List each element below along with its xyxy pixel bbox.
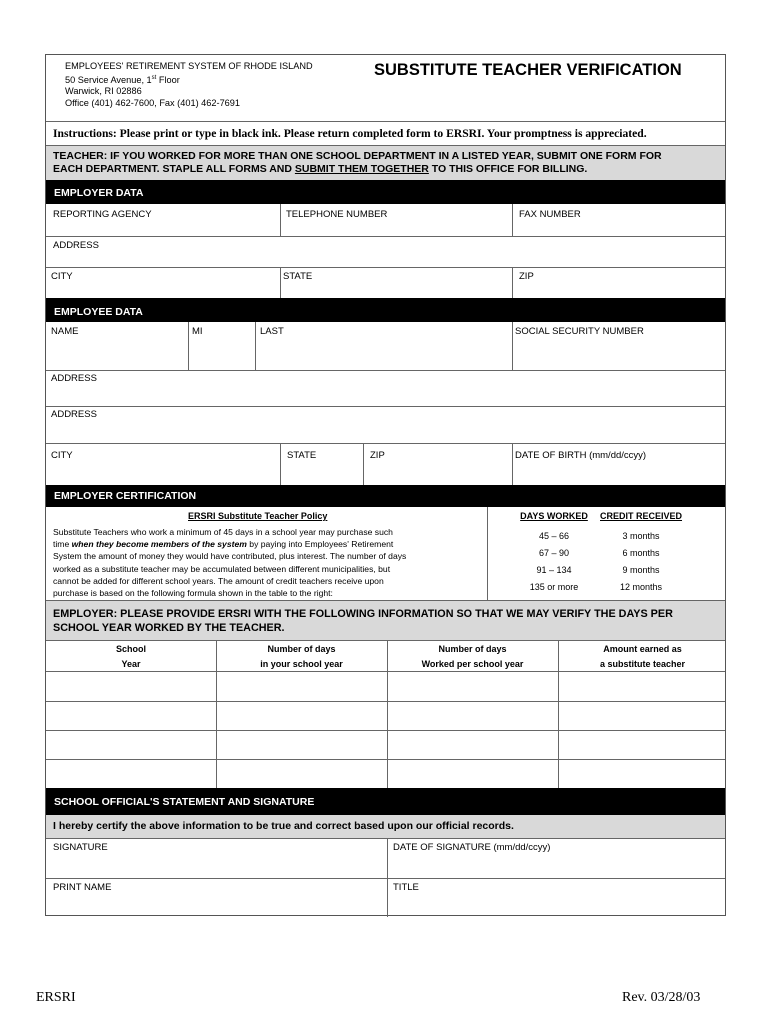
policy-line-5: cannot be added for different school years. The amount of credit teachers receive upon bbox=[53, 575, 384, 586]
policy-line-2-emphasis: when they become members of the system bbox=[71, 539, 247, 550]
col-school-year-line2: Year bbox=[121, 659, 141, 669]
teacher-note bbox=[46, 145, 725, 180]
teacher-note-underlined: SUBMIT THEM TOGETHER bbox=[294, 163, 429, 175]
title-field[interactable]: TITLE bbox=[393, 882, 419, 893]
days-worked-column bbox=[508, 528, 600, 596]
credit-received-header: CREDIT RECEIVED bbox=[600, 511, 683, 521]
credit-row-2: 6 months bbox=[622, 548, 660, 558]
col-amount-earned-line2: a substitute teacher bbox=[599, 659, 686, 669]
employer-data-heading: EMPLOYER DATA bbox=[46, 180, 725, 204]
date-of-signature-field[interactable]: DATE OF SIGNATURE (mm/dd/ccyy) bbox=[393, 842, 551, 853]
credit-row-1: 3 months bbox=[622, 531, 660, 541]
employer-certification-heading: EMPLOYER CERTIFICATION bbox=[46, 485, 725, 507]
employee-zip-field[interactable]: ZIP bbox=[370, 450, 385, 461]
employer-fax-field[interactable]: FAX NUMBER bbox=[519, 209, 581, 220]
col-amount-earned-header bbox=[558, 642, 727, 672]
org-street-text: 50 Service Avenue, 1 bbox=[65, 74, 152, 85]
org-street-sup: st bbox=[151, 74, 157, 81]
col-days-worked-header bbox=[387, 642, 558, 672]
employee-data-heading: EMPLOYEE DATA bbox=[46, 298, 725, 322]
org-city: Warwick, RI 02886 bbox=[65, 86, 142, 97]
employer-request-line2: SCHOOL YEAR WORKED BY THE TEACHER. bbox=[53, 622, 285, 634]
reporting-agency-field[interactable]: REPORTING AGENCY bbox=[53, 209, 152, 220]
employer-zip-field[interactable]: ZIP bbox=[519, 271, 534, 282]
col-days-in-year-header bbox=[216, 642, 387, 672]
days-worked-header: DAYS WORKED bbox=[520, 511, 588, 521]
col-days-worked-line1: Number of days bbox=[438, 644, 507, 654]
footer-revision: Rev. 03/28/03 bbox=[622, 990, 701, 1005]
employee-address1-field[interactable]: ADDRESS bbox=[51, 373, 97, 384]
employee-name-field[interactable]: NAME bbox=[51, 326, 79, 337]
employee-ssn-field[interactable]: SOCIAL SECURITY NUMBER bbox=[515, 326, 644, 337]
employer-city-field[interactable]: CITY bbox=[51, 271, 73, 282]
employee-last-field[interactable]: LAST bbox=[260, 326, 284, 337]
org-address-block bbox=[65, 61, 313, 109]
col-school-year-header bbox=[46, 642, 216, 672]
col-days-in-year-line2: in your school year bbox=[260, 659, 343, 669]
policy-text bbox=[53, 526, 406, 599]
employer-telephone-field[interactable]: TELEPHONE NUMBER bbox=[286, 209, 388, 220]
employee-mi-field[interactable]: MI bbox=[192, 326, 203, 337]
credit-received-column bbox=[600, 528, 682, 596]
policy-line-6: purchase is based on the following formula shown in the table to the right: bbox=[53, 588, 333, 599]
teacher-note-line1: TEACHER: IF YOU WORKED FOR MORE THAN ONE SCHOOL DEPARTMENT IN A LISTED YEAR, SUBMIT ONE FORM FOR bbox=[53, 150, 662, 162]
org-phone-fax: Office (401) 462-7600, Fax (401) 462-7691 bbox=[65, 97, 241, 108]
policy-line-2 bbox=[53, 538, 406, 550]
days-row-3: 91 – 134 bbox=[536, 565, 572, 575]
col-days-in-year-line1: Number of days bbox=[267, 644, 336, 654]
employee-city-field[interactable]: CITY bbox=[51, 450, 73, 461]
org-street-floor: Floor bbox=[156, 74, 180, 85]
employer-state-field[interactable]: STATE bbox=[283, 271, 313, 282]
teacher-note-line2 bbox=[53, 163, 725, 176]
col-days-worked-line2: Worked per school year bbox=[421, 659, 524, 669]
credit-row-3: 9 months bbox=[622, 565, 660, 575]
employer-request bbox=[46, 600, 725, 640]
org-name: EMPLOYEES' RETIREMENT SYSTEM OF RHODE ISLAND bbox=[65, 61, 313, 71]
form-frame bbox=[45, 54, 726, 916]
signature-field[interactable]: SIGNATURE bbox=[53, 842, 108, 853]
org-street bbox=[65, 73, 313, 87]
days-row-1: 45 – 66 bbox=[538, 531, 570, 541]
employee-state-field[interactable]: STATE bbox=[287, 450, 317, 461]
employer-address-field[interactable]: ADDRESS bbox=[53, 240, 99, 251]
policy-line-4: worked as a substitute teacher may be accumulated between different municipalities, but bbox=[53, 563, 391, 574]
teacher-note-line2-pre: EACH DEPARTMENT. STAPLE ALL FORMS AND bbox=[53, 163, 295, 175]
col-school-year-line1: School bbox=[115, 644, 146, 654]
col-amount-earned-line1: Amount earned as bbox=[603, 644, 682, 654]
employee-dob-field[interactable]: DATE OF BIRTH (mm/dd/ccyy) bbox=[515, 450, 647, 461]
employee-address2-field[interactable]: ADDRESS bbox=[51, 409, 97, 420]
credit-row-4: 12 months bbox=[619, 582, 663, 592]
employer-request-line1: EMPLOYER: PLEASE PROVIDE ERSRI WITH THE FOLLOWING INFORMATION SO THAT WE MAY VERIFY THE DAYS PER bbox=[53, 608, 673, 620]
instructions: Instructions: Please print or type in black ink. Please return completed form to ERSRI. Your promptness is appreciated. bbox=[53, 127, 647, 140]
policy-line-3: System the amount of money they would have contributed, plus interest. The number of days bbox=[53, 551, 407, 562]
form-title: SUBSTITUTE TEACHER VERIFICATION bbox=[374, 61, 682, 79]
certify-statement: I hereby certify the above information to be true and correct based upon our official records. bbox=[46, 815, 725, 838]
policy-line-1: Substitute Teachers who work a minimum of 45 days in a school year may purchase such bbox=[53, 527, 393, 537]
policy-line-2-post: by paying into Employees' Retirement bbox=[246, 539, 394, 550]
policy-title: ERSRI Substitute Teacher Policy bbox=[188, 511, 328, 521]
footer-left: ERSRI bbox=[36, 990, 76, 1005]
policy-line-2-pre: time bbox=[53, 539, 72, 550]
days-row-2: 67 – 90 bbox=[538, 548, 570, 558]
official-heading: SCHOOL OFFICIAL'S STATEMENT AND SIGNATURE bbox=[46, 788, 725, 815]
teacher-note-line2-post: TO THIS OFFICE FOR BILLING. bbox=[428, 163, 588, 175]
days-row-4: 135 or more bbox=[529, 582, 579, 592]
print-name-field[interactable]: PRINT NAME bbox=[53, 882, 112, 893]
